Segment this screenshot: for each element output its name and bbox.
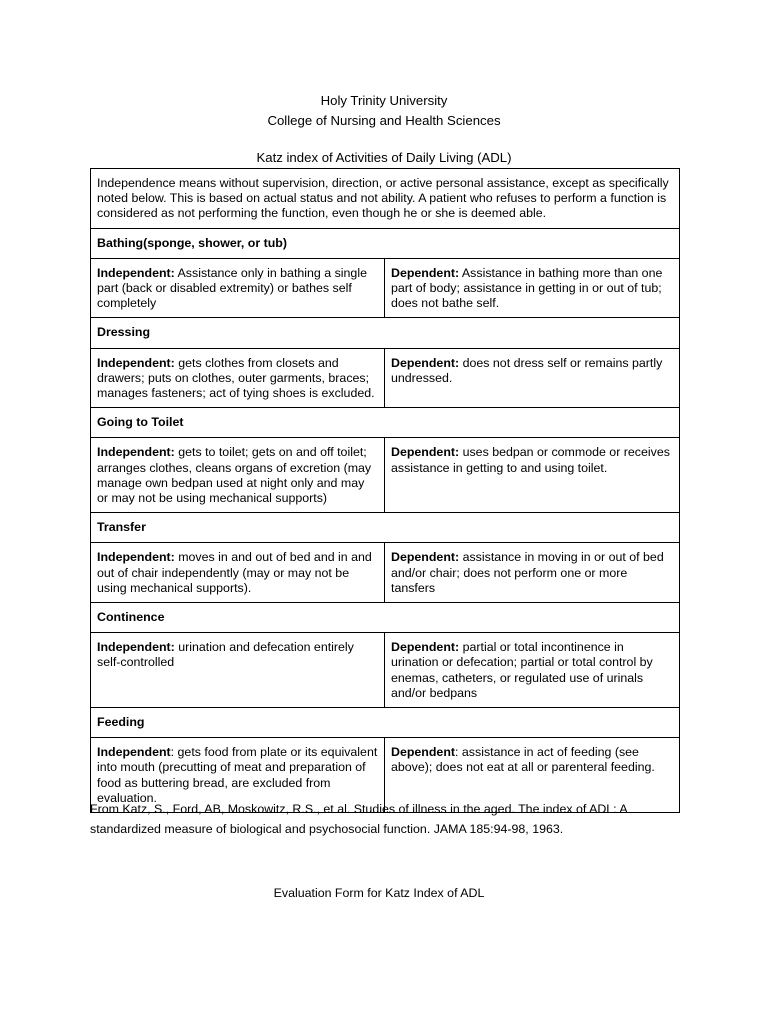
dependent-label: Dependent: bbox=[391, 640, 460, 655]
criteria-row bbox=[91, 438, 680, 513]
dependent-cell bbox=[385, 258, 680, 318]
citation-text: From Katz, S., Ford, AB, Moskowitz, R.S., et al. Studies of illness in the aged. The index of ADL: A standardized measure of biological and psychosocial function. JAMA 185:94-98, 1963. bbox=[90, 802, 627, 836]
independent-cell bbox=[91, 543, 385, 603]
criteria-row bbox=[91, 633, 680, 708]
independent-cell bbox=[91, 438, 385, 513]
dependent-text: assistance in moving in or out of bed and/or chair; does not perform one or more tansfers bbox=[391, 550, 664, 595]
criteria-row bbox=[91, 543, 680, 603]
independent-cell bbox=[91, 348, 385, 408]
section-header-row bbox=[91, 603, 680, 633]
section-title-dressing: Dressing bbox=[91, 318, 680, 348]
college-name: College of Nursing and Health Sciences bbox=[267, 113, 501, 128]
university-name: Holy Trinity University bbox=[320, 93, 448, 108]
independent-text: Assistance only in bathing a single part (back or disabled extremity) or bathes self completely bbox=[97, 265, 367, 311]
evaluation-form-title: Evaluation Form for Katz Index of ADL bbox=[273, 886, 485, 900]
dependent-label: Dependent bbox=[391, 745, 456, 760]
independent-label: Independent: bbox=[97, 550, 175, 565]
section-header-row bbox=[91, 318, 680, 348]
section-header-row bbox=[91, 228, 680, 258]
independent-label: Independent: bbox=[97, 445, 175, 460]
independent-text: : gets food from plate or its equivalent into mouth (precutting of meat and preparation of food as buttering bread, are excluded from evaluation. bbox=[97, 745, 378, 805]
section-header-row bbox=[91, 708, 680, 738]
independent-cell bbox=[91, 258, 385, 318]
independent-text: urination and defecation entirely self-controlled bbox=[97, 640, 354, 670]
section-title-transfer: Transfer bbox=[91, 513, 680, 543]
dependent-text: does not dress self or remains partly undressed. bbox=[391, 355, 663, 385]
dependent-text: partial or total incontinence in urination or defecation; partial or total control by enemas, catheters, or regulated use of urinals and/or bedpans bbox=[391, 640, 653, 700]
dependent-label: Dependent: bbox=[391, 550, 460, 565]
independent-text: moves in and out of bed and in and out of chair independently (may or may not be using mechanical supports). bbox=[97, 550, 372, 595]
independent-cell bbox=[91, 633, 385, 708]
independent-label: Independent bbox=[97, 745, 171, 760]
dependent-text: : assistance in act of feeding (see above); does not eat at all or parenteral feeding. bbox=[391, 745, 655, 775]
dependent-cell bbox=[385, 348, 680, 408]
dependent-cell bbox=[385, 543, 680, 603]
dependent-text: uses bedpan or commode or receives assistance in getting to and using toilet. bbox=[391, 445, 670, 475]
dependent-text: Assistance in bathing more than one part of body; assistance in getting in or out of tub; does not bathe self. bbox=[391, 265, 663, 311]
independent-label: Independent: bbox=[97, 355, 175, 370]
section-header-row bbox=[91, 513, 680, 543]
section-title-toilet: Going to Toilet bbox=[91, 408, 680, 438]
independent-label: Independent: bbox=[97, 640, 175, 655]
criteria-row bbox=[91, 258, 680, 318]
dependent-label: Dependent: bbox=[391, 355, 460, 370]
criteria-row bbox=[91, 348, 680, 408]
section-header-row bbox=[91, 408, 680, 438]
intro-row bbox=[91, 169, 680, 229]
adl-table bbox=[90, 168, 680, 813]
section-title-continence: Continence bbox=[91, 603, 680, 633]
independent-label: Independent: bbox=[97, 265, 175, 280]
dependent-cell bbox=[385, 633, 680, 708]
section-title-bathing: Bathing(sponge, shower, or tub) bbox=[91, 228, 680, 258]
intro-text: Independence means without supervision, direction, or active personal assistance, except as specifically noted below. This is based on actual status and not ability. A patient who refuses to perform a function is considered as not performing the function, even though he or she is deemed able. bbox=[91, 169, 680, 229]
dependent-cell bbox=[385, 438, 680, 513]
independent-text: gets clothes from closets and drawers; puts on clothes, outer garments, braces; manages fasteners; act of tying shoes is excluded. bbox=[97, 355, 375, 401]
dependent-label: Dependent: bbox=[391, 445, 460, 460]
document-title: Katz index of Activities of Daily Living (ADL) bbox=[256, 150, 512, 165]
section-title-feeding: Feeding bbox=[91, 708, 680, 738]
independent-text: gets to toilet; gets on and off toilet; arranges clothes, cleans organs of excretion (may manage own bedpan used at night only and may or may not be using mechanical supports) bbox=[97, 445, 372, 506]
dependent-label: Dependent: bbox=[391, 265, 460, 280]
